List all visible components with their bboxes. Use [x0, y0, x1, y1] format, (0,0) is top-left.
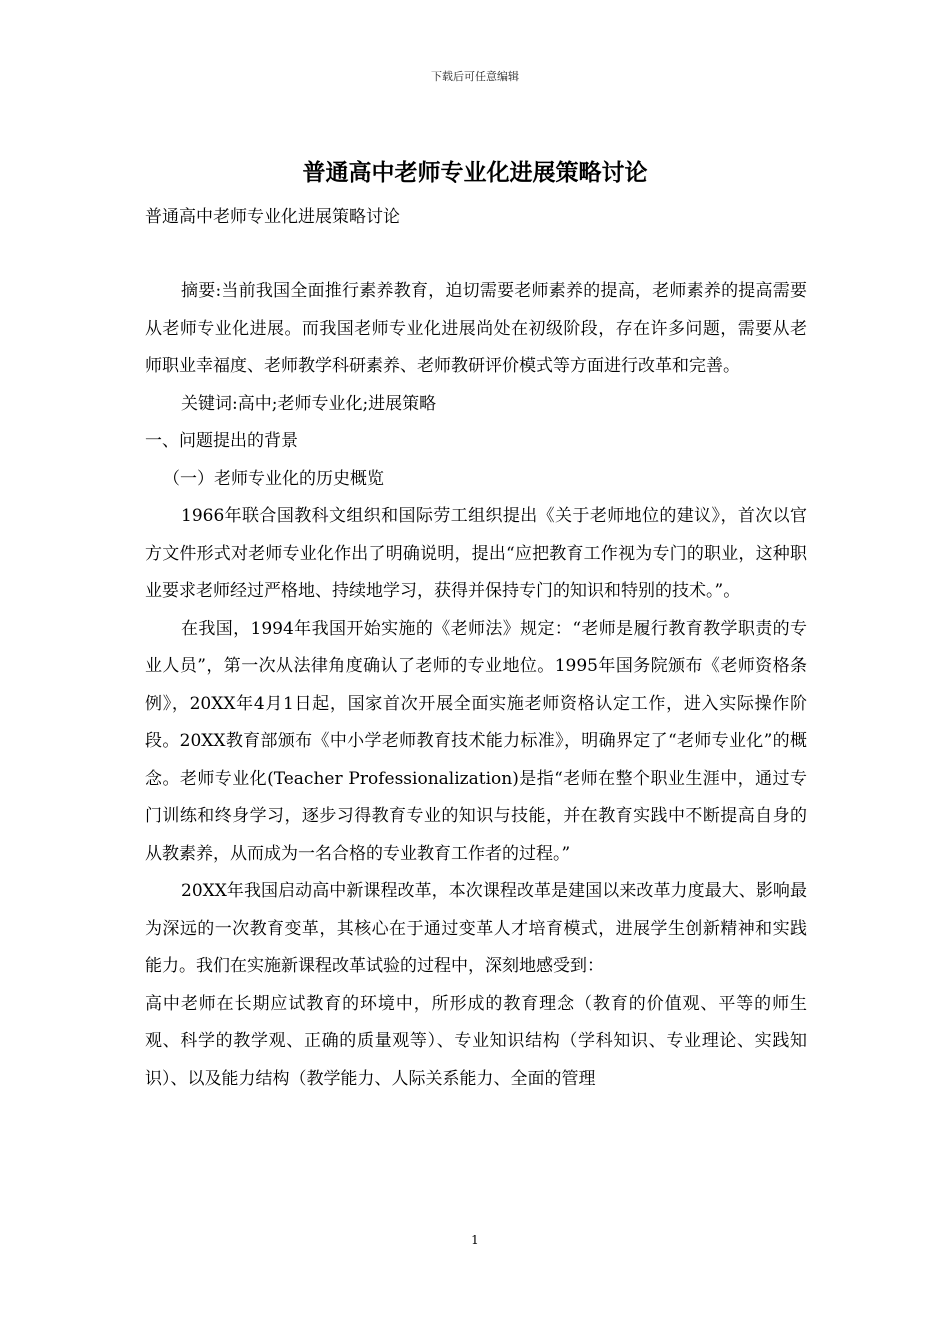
body-text	[145, 273, 807, 1098]
header-note: 下载后可任意编辑	[431, 70, 519, 83]
body-paragraph: 高中老师在长期应试教育的环境中，所形成的教育理念（教育的价值观、平等的师生观、科学的教学观、正确的质量观等）、专业知识结构（学科知识、专业理论、实践知识）、以及能力结构（教学能力、人际关系能力、全面的管理	[145, 993, 807, 1089]
document-subtitle: 普通高中老师专业化进展策略讨论	[145, 207, 400, 227]
keywords-paragraph: 关键词:高中;老师专业化;进展策略	[181, 393, 437, 414]
body-paragraph: 20XX年我国启动高中新课程改革，本次课程改革是建国以来改革力度最大、影响最为深远的一次教育变革，其核心在于通过变革人才培育模式，进展学生创新精神和实践能力。我们在实施新课程改革试验的过程中，深刻地感受到：	[145, 881, 807, 976]
document-title: 普通高中老师专业化进展策略讨论	[302, 159, 648, 186]
page-number: 1	[471, 1233, 479, 1247]
body-paragraph: 1966年联合国教科文组织和国际劳工组织提出《关于老师地位的建议》，首次以官方文件形式对老师专业化作出了明确说明，提出“应把教育工作视为专门的职业，这种职业要求老师经过严格地、持续地学习，获得并保持专门的知识和特别的技术。”。	[145, 506, 807, 601]
abstract-paragraph: 摘要:当前我国全面推行素养教育，迫切需要老师素养的提高，老师素养的提高需要从老师专业化进展。而我国老师专业化进展尚处在初级阶段，存在许多问题，需要从老师职业幸福度、老师教学科研素养、老师教研评价模式等方面进行改革和完善。	[145, 281, 807, 376]
subsection-heading: （一）老师专业化的历史概览	[163, 468, 384, 489]
section-heading: 一、问题提出的背景	[145, 431, 298, 451]
body-paragraph: 在我国，1994年我国开始实施的《老师法》规定：“老师是履行教育教学职责的专业人员”，第一次从法律角度确认了老师的专业地位。1995年国务院颁布《老师资格条例》，20XX年4月1日起，国家首次开展全面实施老师资格认定工作，进入实际操作阶段。20XX教育部颁布《中小学老师教育技术能力标准》，明确界定了“老师专业化”的概念。老师专业化(Teacher Professionalization)是指“老师在整个职业生涯中，通过专门训练和终身学习，逐步习得教育专业的知识与技能，并在教育实践中不断提高自身的从教素养，从而成为一名合格的专业教育工作者的过程。”	[145, 618, 807, 864]
